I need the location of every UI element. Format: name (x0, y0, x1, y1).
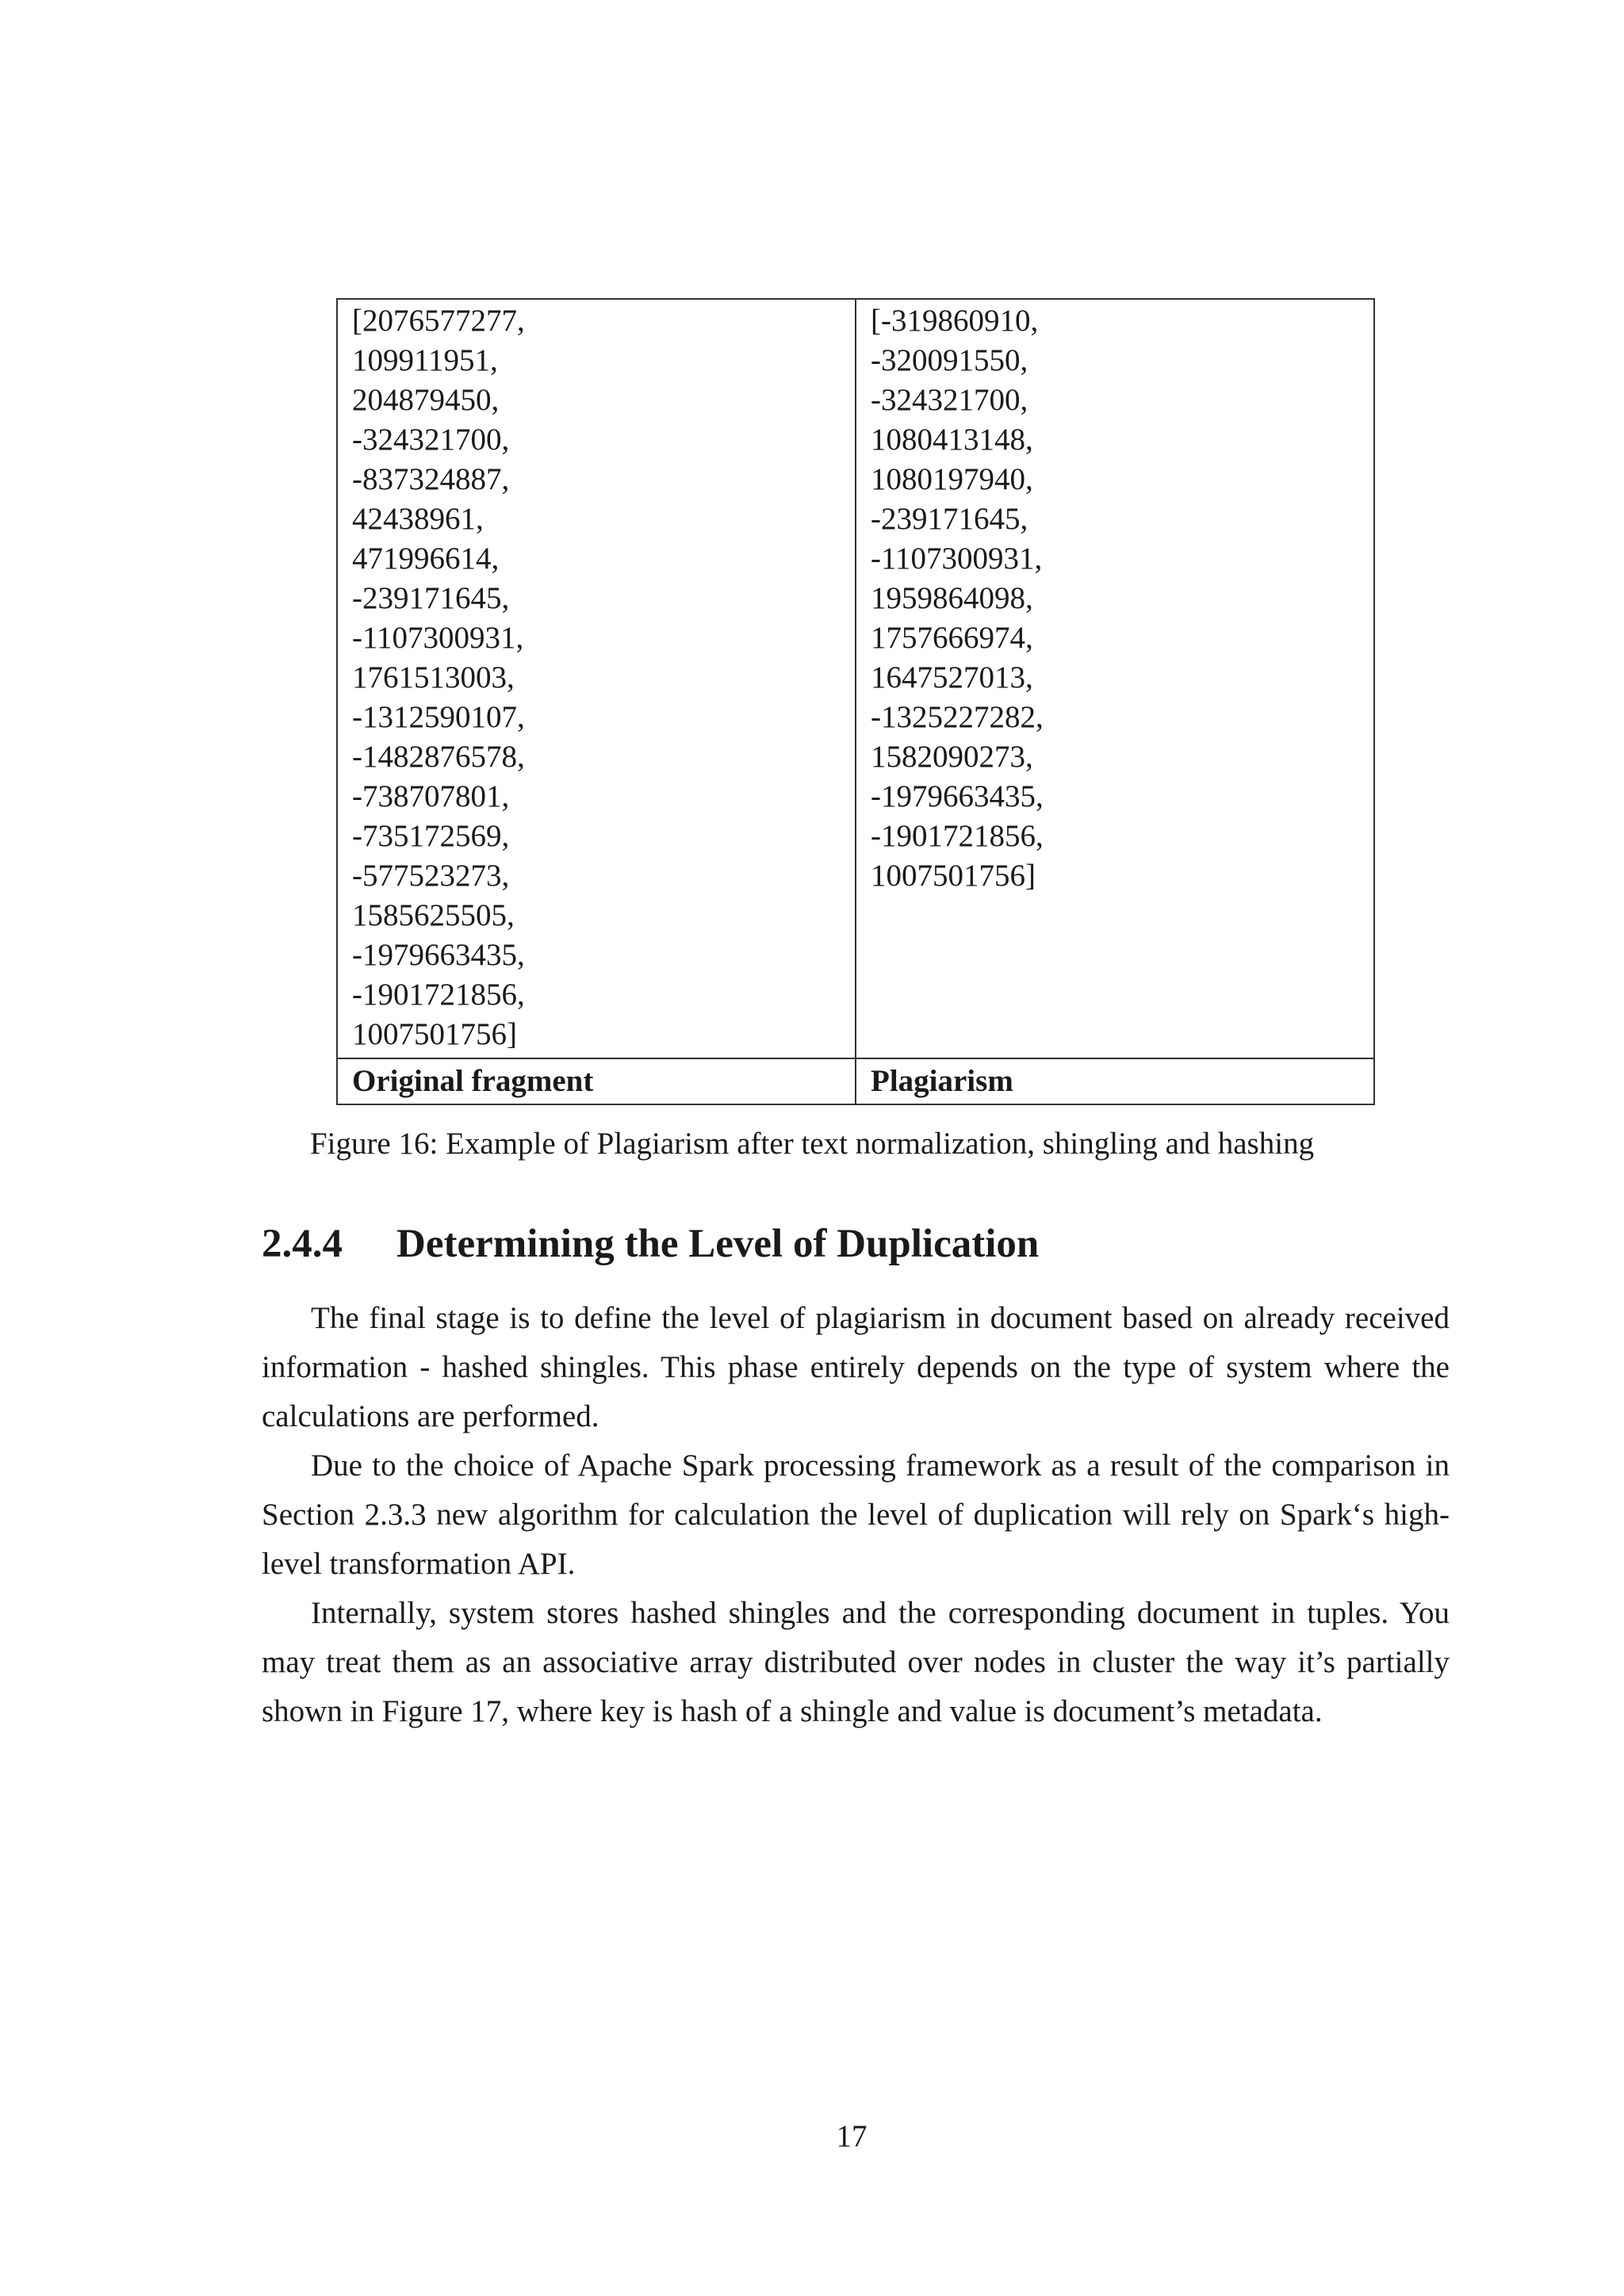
hash-values-row (337, 299, 1374, 1058)
hash-value: -735172569, (352, 819, 510, 853)
figure-caption (0, 1126, 1624, 1161)
hash-value: [-319860910, (871, 304, 1039, 338)
paragraph: The final stage is to define the level of plagiarism in document based on already received information - hashed shingles. This phase entirely depends on the type of system where the calculations are performed. (262, 1301, 1450, 1433)
hash-value: -324321700, (871, 383, 1028, 417)
hash-value: -1482876578, (352, 740, 525, 774)
hash-value: -1901721856, (871, 819, 1044, 853)
plagiarism-hash-list (871, 300, 1359, 899)
hash-value: 42438961, (352, 502, 484, 536)
hash-value: -239171645, (352, 581, 510, 615)
hash-value: -1107300931, (871, 541, 1043, 576)
section-number: 2.4.4 (262, 1222, 343, 1266)
hash-value: -1901721856, (352, 978, 525, 1012)
hash-value: 1582090273, (871, 740, 1033, 774)
hash-value: 1080413148, (871, 423, 1033, 457)
hash-value: 1007501756] (352, 1017, 517, 1051)
page-number: 17 (836, 2119, 868, 2153)
hash-value: -324321700, (352, 423, 510, 457)
plagiarism-cell (856, 299, 1374, 1058)
section-title: Determining the Level of Duplication (396, 1222, 1040, 1266)
hash-value: 1761513003, (352, 660, 515, 695)
hash-value: -837324887, (352, 462, 510, 496)
hash-value: 1007501756] (871, 859, 1036, 893)
hash-value: -1107300931, (352, 621, 524, 655)
body-text (262, 1294, 1450, 1736)
original-hash-list (352, 300, 841, 1058)
hash-value: 1959864098, (871, 581, 1033, 615)
hash-value: 1757666974, (871, 621, 1033, 655)
section-heading (262, 1221, 1039, 1267)
figure-caption-text: Figure 16: Example of Plagiarism after text normalization, shingling and hashing (309, 1127, 1315, 1161)
paragraph: Internally, system stores hashed shingles and the corresponding document in tuples. You may treat them as an associative array distributed over nodes in cluster the way it’s partially shown in Figure 17, where key is hash of a shingle and value is document’s metadata. (262, 1596, 1450, 1728)
original-fragment-cell (337, 299, 856, 1058)
plagiarism-label: Plagiarism (856, 1058, 1374, 1104)
hash-value: -1312590107, (352, 700, 525, 734)
hash-value: 471996614, (352, 541, 500, 576)
hash-value: [2076577277, (352, 304, 525, 338)
hash-value: -1979663435, (871, 779, 1044, 813)
hash-value: -738707801, (352, 779, 510, 813)
original-fragment-label: Original fragment (337, 1058, 856, 1104)
hash-value: 1080197940, (871, 462, 1033, 496)
hash-value: -239171645, (871, 502, 1028, 536)
hash-value: 204879450, (352, 383, 500, 417)
hash-value: -577523273, (352, 859, 510, 893)
hash-value: -1325227282, (871, 700, 1044, 734)
paragraph: Due to the choice of Apache Spark processing framework as a result of the comparison in Section 2.3.3 new algorithm for calculation the level of duplication will rely on Spark‘s high-level transformation API. (262, 1448, 1450, 1581)
hash-comparison-table (336, 298, 1375, 1105)
hash-value: -320091550, (871, 343, 1028, 377)
hash-value: 1585625505, (352, 898, 515, 932)
hash-value: 109911951, (352, 343, 498, 377)
column-labels-row (337, 1058, 1374, 1104)
hash-value: -1979663435, (352, 938, 525, 972)
hash-value: 1647527013, (871, 660, 1033, 695)
